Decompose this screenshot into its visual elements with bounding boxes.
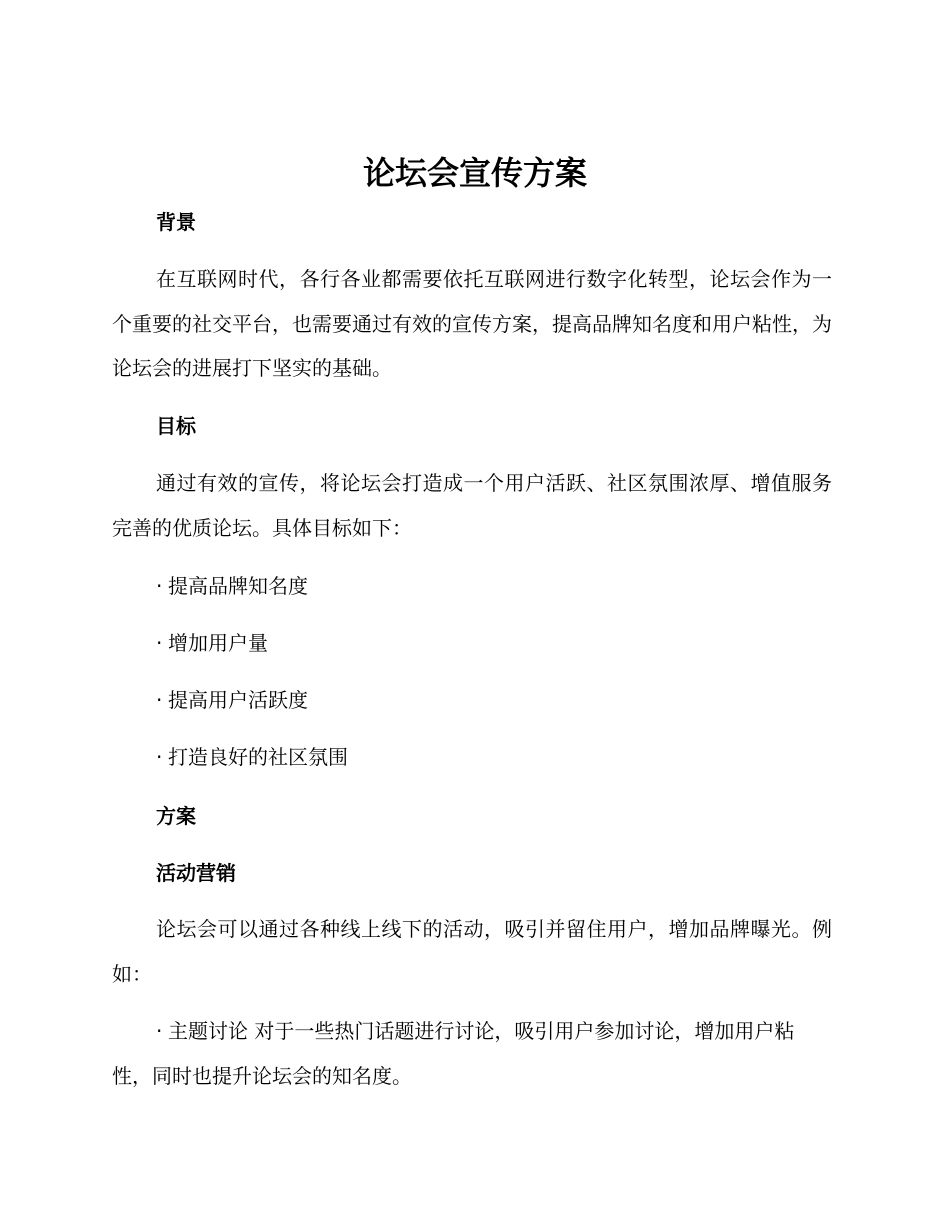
heading-goal: 目标 [156,414,196,438]
bullet-symbol: · [156,745,163,769]
list-item [156,571,308,601]
list-item-text: 提高用户活跃度 [168,688,308,712]
list-item-text: 增加用户量 [168,631,268,655]
bullet-symbol: · [156,1019,163,1043]
paragraph-activity-marketing: 论坛会可以通过各种线上线下的活动，吸引并留住用户，增加品牌曝光。例如： [112,917,832,986]
bullet-symbol: · [156,574,163,598]
paragraph-goal: 通过有效的宣传，将论坛会打造成一个用户活跃、社区氛围浓厚、增值服务完善的优质论坛。具体目标如下： [112,471,832,540]
example-label: 主题讨论 [168,1019,248,1043]
list-item-example [112,1009,832,1098]
list-item [156,742,348,772]
list-item-text: 提高品牌知名度 [168,574,308,598]
page-title: 论坛会宣传方案 [362,154,587,192]
bullet-symbol: · [156,688,163,712]
list-item [156,628,268,658]
list-item-text: 打造良好的社区氛围 [168,745,348,769]
list-item [156,685,308,715]
paragraph-background: 在互联网时代，各行各业都需要依托互联网进行数字化转型，论坛会作为一个重要的社交平台，也需要通过有效的宣传方案，提高品牌知名度和用户粘性，为论坛会的进展打下坚实的基础。 [112,267,832,380]
bullet-symbol: · [156,631,163,655]
heading-background: 背景 [156,210,196,234]
heading-plan: 方案 [156,804,196,828]
subheading-activity-marketing: 活动营销 [156,861,236,885]
example-text: 对于一些热门话题进行讨论，吸引用户参加讨论，增加用户粘性，同时也提升论坛会的知名度。 [112,1019,795,1088]
